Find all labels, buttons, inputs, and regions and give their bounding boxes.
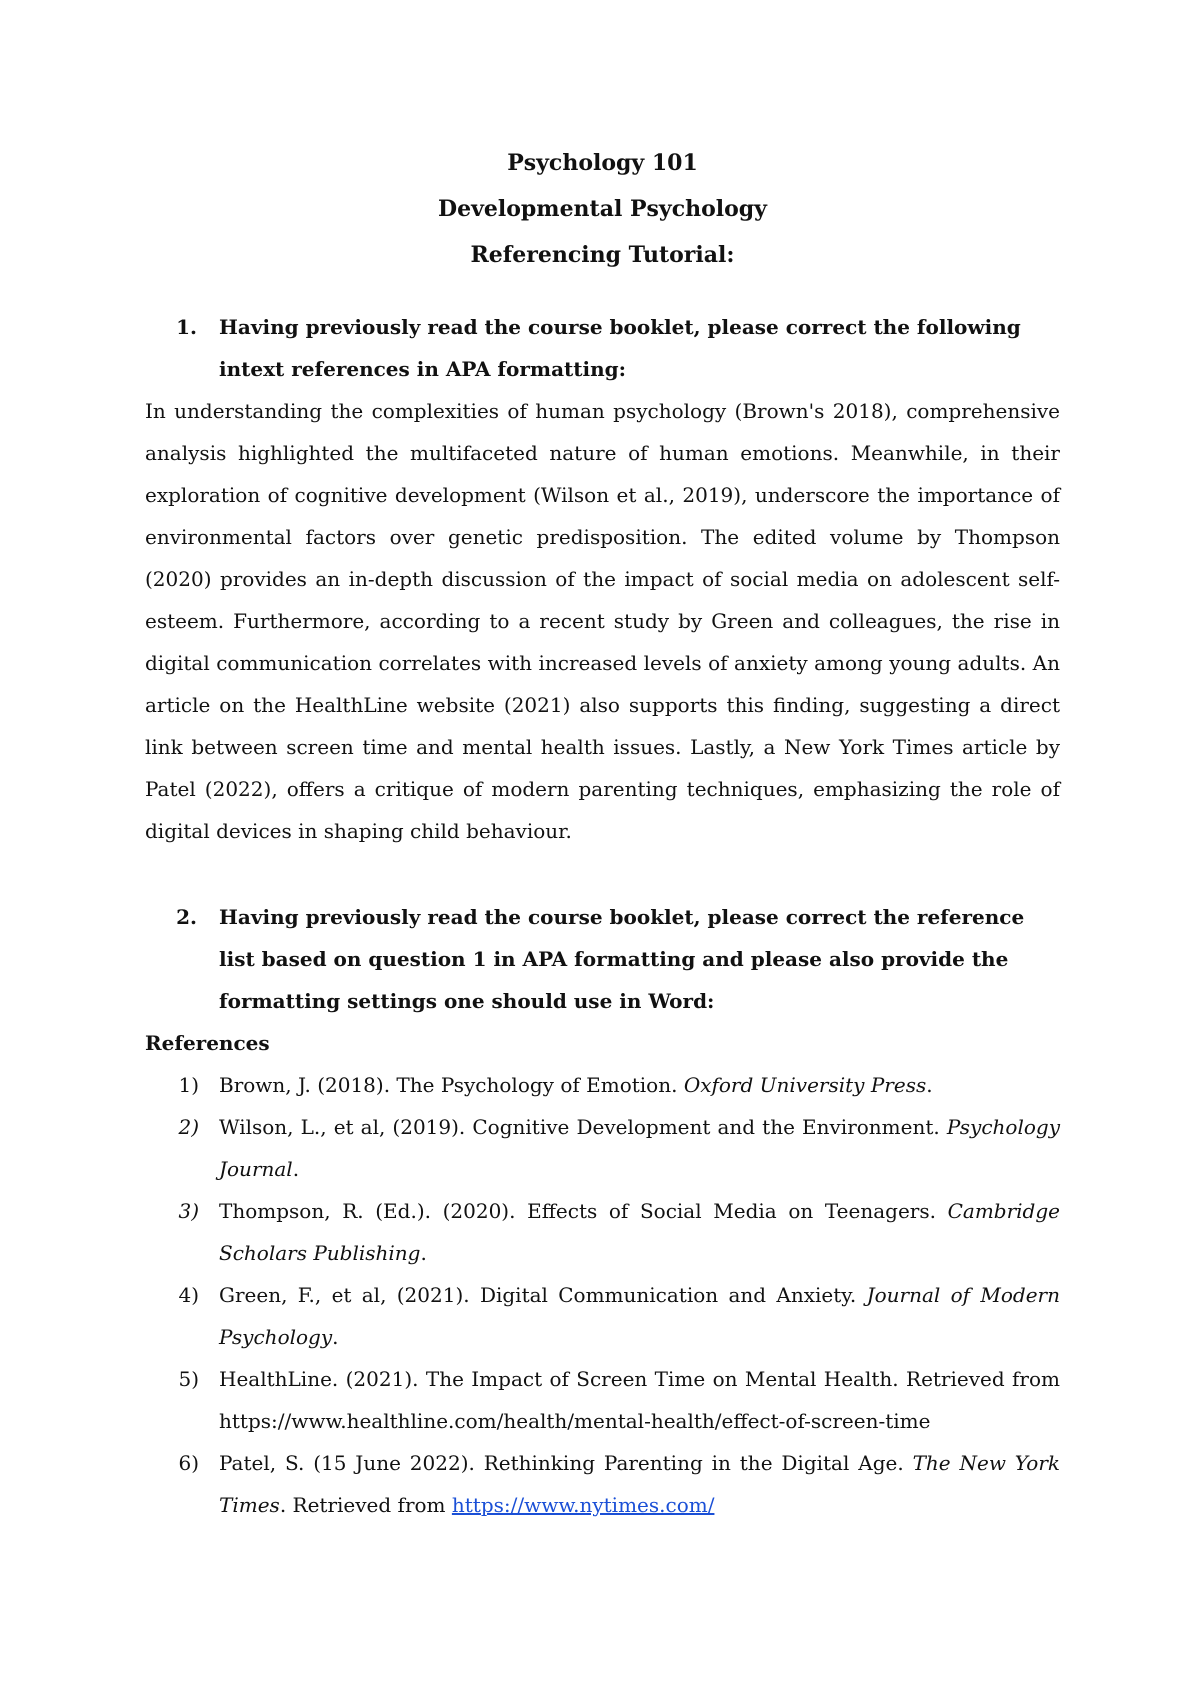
reference-number: 5) [178,1367,199,1391]
nytimes-link[interactable]: https://www.nytimes.com/ [451,1493,715,1517]
reference-source: Psychology Journal [219,1115,1060,1181]
reference-text: Patel, S. (15 June 2022). Rethinking Parenting in the Digital Age. The New York Times. Retrieved from https://www.nytimes.com/ [219,1451,1060,1517]
reference-number: 2) [178,1115,199,1139]
question-2 [145,896,1060,1022]
reference-item [145,1106,1060,1190]
question-1 [145,306,1060,390]
reference-number: 6) [178,1451,199,1475]
reference-text: Green, F., et al, (2021). Digital Communication and Anxiety. Journal of Modern Psychology. [219,1283,1060,1349]
reference-item [145,1190,1060,1274]
reference-item [145,1064,1060,1106]
references-heading: References [145,1031,270,1055]
reference-source: Oxford University Press [683,1073,927,1097]
reference-source: Cambridge Scholars Publishing [219,1199,1060,1265]
title-block [145,140,1060,278]
subject-title: Developmental Psychology [438,196,767,222]
reference-source: Journal of Modern Psychology [219,1283,1060,1349]
question-2-number: 2. [176,905,197,929]
document-page [145,140,1060,1526]
question-2-prompt: Having previously read the course booklet, please correct the reference list based on question 1 in APA formatting and please also provide the formatting settings one should use in Word: [219,905,1025,1013]
question-1-number: 1. [176,315,197,339]
reference-item [145,1274,1060,1358]
question-1-paragraph: In understanding the complexities of human psychology (Brown's 2018), comprehensive analysis highlighted the multifaceted nature of human emotions. Meanwhile, in their exploration of cognitive development (Wilson et al., 2019), underscore the importance of environmental factors over genetic predisposition. The edited volume by Thompson (2020) provides an in-depth discussion of the impact of social media on adolescent self-esteem. Furthermore, according to a recent study by Green and colleagues, the rise in digital communication correlates with increased levels of anxiety among young adults. An article on the HealthLine website (2021) also supports this finding, suggesting a direct link between screen time and mental health issues. Lastly, a New York Times article by Patel (2022), offers a critique of modern parenting techniques, emphasizing the role of digital devices in shaping child behaviour. [145,399,1060,843]
reference-text: Brown, J. (2018). The Psychology of Emotion. Oxford University Press. [219,1073,933,1097]
question-1-prompt: Having previously read the course booklet, please correct the following intext references in APA formatting: [219,315,1021,381]
tutorial-title: Referencing Tutorial: [470,242,735,268]
reference-item [145,1442,1060,1526]
reference-number: 1) [178,1073,199,1097]
reference-text: HealthLine. (2021). The Impact of Screen Time on Mental Health. Retrieved from https://www.healthline.com/health/mental-health/effect-of-screen-time [219,1367,1060,1433]
reference-number: 4) [178,1283,199,1307]
course-title: Psychology 101 [507,150,698,176]
reference-text: Wilson, L., et al, (2019). Cognitive Development and the Environment. Psychology Journal. [219,1115,1060,1181]
reference-item [145,1358,1060,1442]
reference-source: The New York Times [219,1451,1060,1517]
reference-number: 3) [178,1199,199,1223]
reference-text: Thompson, R. (Ed.). (2020). Effects of Social Media on Teenagers. Cambridge Scholars Publishing. [219,1199,1060,1265]
